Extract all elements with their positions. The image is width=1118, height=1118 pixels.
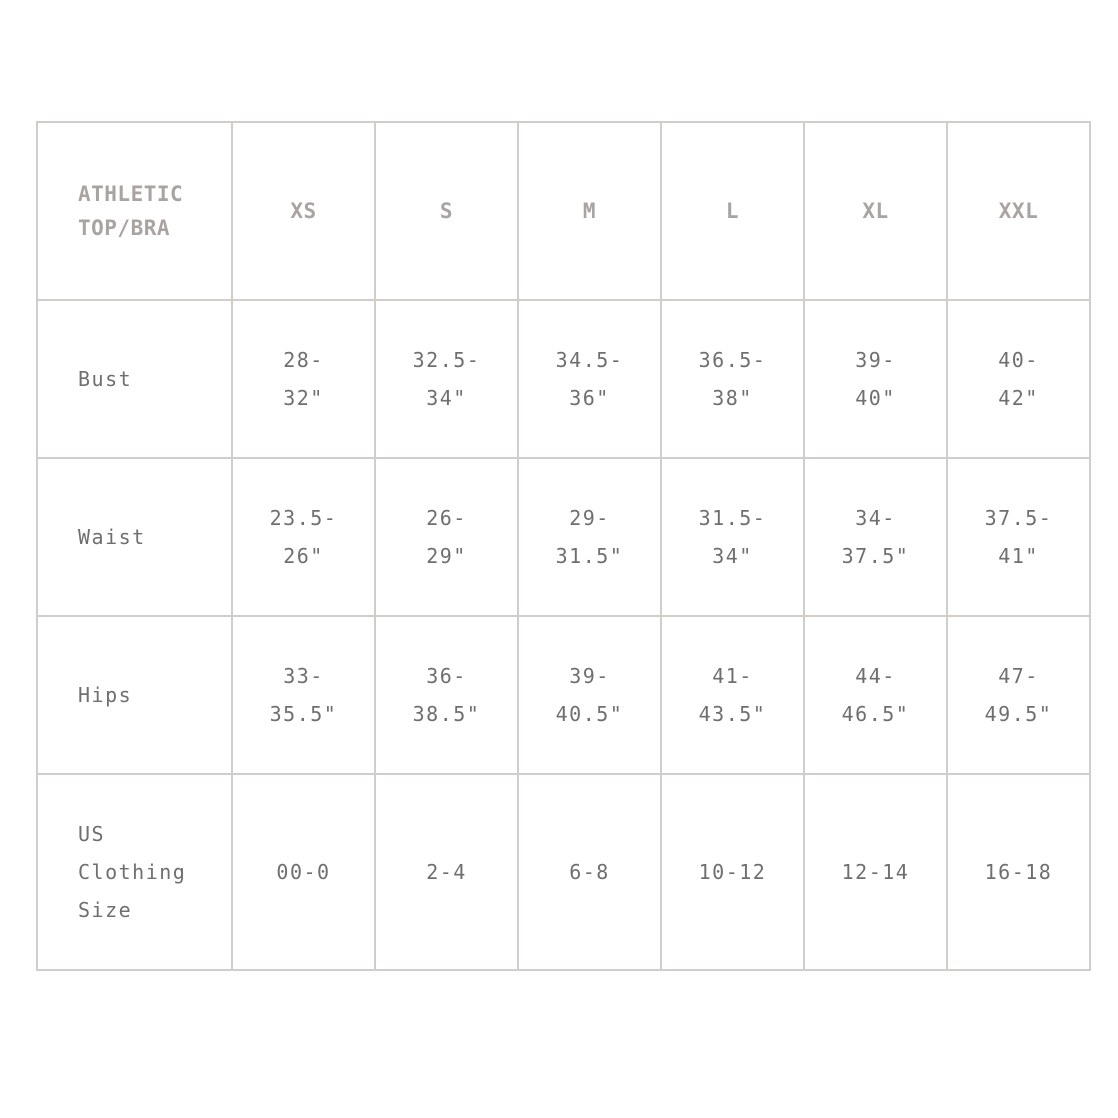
- row-label-text: Waist: [78, 525, 146, 549]
- cell-line: 39-: [569, 664, 610, 688]
- size-header-s: S: [375, 122, 518, 300]
- cell-line: 42": [998, 386, 1039, 410]
- table-cell: [804, 458, 947, 616]
- cell-line: 40": [855, 386, 896, 410]
- cell-line: 00-0: [276, 860, 331, 884]
- corner-header-line: TOP/BRA: [78, 216, 171, 240]
- table-cell: [947, 458, 1090, 616]
- table-cell: [375, 300, 518, 458]
- cell-line: 6-8: [569, 860, 610, 884]
- cell-line: 40-: [998, 348, 1039, 372]
- cell-line: 39-: [855, 348, 896, 372]
- row-label-waist: [37, 458, 232, 616]
- row-label-text: Hips: [78, 683, 133, 707]
- corner-header-line: ATHLETIC: [78, 182, 184, 206]
- cell-line: 34-: [855, 506, 896, 530]
- cell-line: 32": [283, 386, 324, 410]
- cell-line: 26-: [426, 506, 467, 530]
- table-cell: [232, 300, 375, 458]
- table-cell: [518, 300, 661, 458]
- table-cell: [375, 458, 518, 616]
- cell-line: 36": [569, 386, 610, 410]
- cell-line: 43.5": [698, 702, 767, 726]
- table-row-waist: [37, 458, 1090, 616]
- table-cell: [947, 616, 1090, 774]
- cell-line: 38.5": [412, 702, 481, 726]
- row-label-text: US: [78, 822, 106, 846]
- cell-line: 37.5": [841, 544, 910, 568]
- table-cell: [661, 300, 804, 458]
- table-cell: [661, 616, 804, 774]
- table-cell: [518, 458, 661, 616]
- table-row-bust: [37, 300, 1090, 458]
- row-label-bust: [37, 300, 232, 458]
- table-cell: [947, 300, 1090, 458]
- cell-line: 34": [426, 386, 467, 410]
- row-label-text: Bust: [78, 367, 133, 391]
- table-cell: [804, 300, 947, 458]
- table-row-us-clothing-size: [37, 774, 1090, 970]
- cell-line: 28-: [283, 348, 324, 372]
- cell-line: 41": [998, 544, 1039, 568]
- cell-line: 31.5-: [698, 506, 767, 530]
- table-cell: [804, 616, 947, 774]
- cell-line: 49.5": [984, 702, 1053, 726]
- row-label-hips: [37, 616, 232, 774]
- row-label-text: Size: [78, 898, 133, 922]
- cell-line: 44-: [855, 664, 896, 688]
- table-row-hips: [37, 616, 1090, 774]
- header-row: [37, 122, 1090, 300]
- size-chart-table: [36, 121, 1091, 971]
- cell-line: 29-: [569, 506, 610, 530]
- size-header-m: M: [518, 122, 661, 300]
- cell-line: 16-18: [984, 860, 1053, 884]
- cell-line: 23.5-: [269, 506, 338, 530]
- cell-line: 36-: [426, 664, 467, 688]
- cell-line: 36.5-: [698, 348, 767, 372]
- size-header-l: L: [661, 122, 804, 300]
- row-label-us-clothing-size: [37, 774, 232, 970]
- table-cell: [661, 458, 804, 616]
- cell-line: 33-: [283, 664, 324, 688]
- cell-line: 41-: [712, 664, 753, 688]
- cell-line: 34.5-: [555, 348, 624, 372]
- table-cell: [232, 774, 375, 970]
- size-header-xs: XS: [232, 122, 375, 300]
- cell-line: 35.5": [269, 702, 338, 726]
- row-label-text: Clothing: [78, 860, 187, 884]
- cell-line: 29": [426, 544, 467, 568]
- cell-line: 32.5-: [412, 348, 481, 372]
- table-cell: [947, 774, 1090, 970]
- cell-line: 2-4: [426, 860, 467, 884]
- cell-line: 46.5": [841, 702, 910, 726]
- table-cell: [518, 774, 661, 970]
- corner-header: [37, 122, 232, 300]
- cell-line: 40.5": [555, 702, 624, 726]
- cell-line: 26": [283, 544, 324, 568]
- table-cell: [232, 616, 375, 774]
- table-cell: [375, 616, 518, 774]
- table-cell: [518, 616, 661, 774]
- size-header-xl: XL: [804, 122, 947, 300]
- cell-line: 34": [712, 544, 753, 568]
- table-cell: [232, 458, 375, 616]
- size-header-xxl: XXL: [947, 122, 1090, 300]
- cell-line: 47-: [998, 664, 1039, 688]
- table-cell: [375, 774, 518, 970]
- cell-line: 10-12: [698, 860, 767, 884]
- cell-line: 31.5": [555, 544, 624, 568]
- table-cell: [661, 774, 804, 970]
- table-cell: [804, 774, 947, 970]
- cell-line: 37.5-: [984, 506, 1053, 530]
- cell-line: 12-14: [841, 860, 910, 884]
- cell-line: 38": [712, 386, 753, 410]
